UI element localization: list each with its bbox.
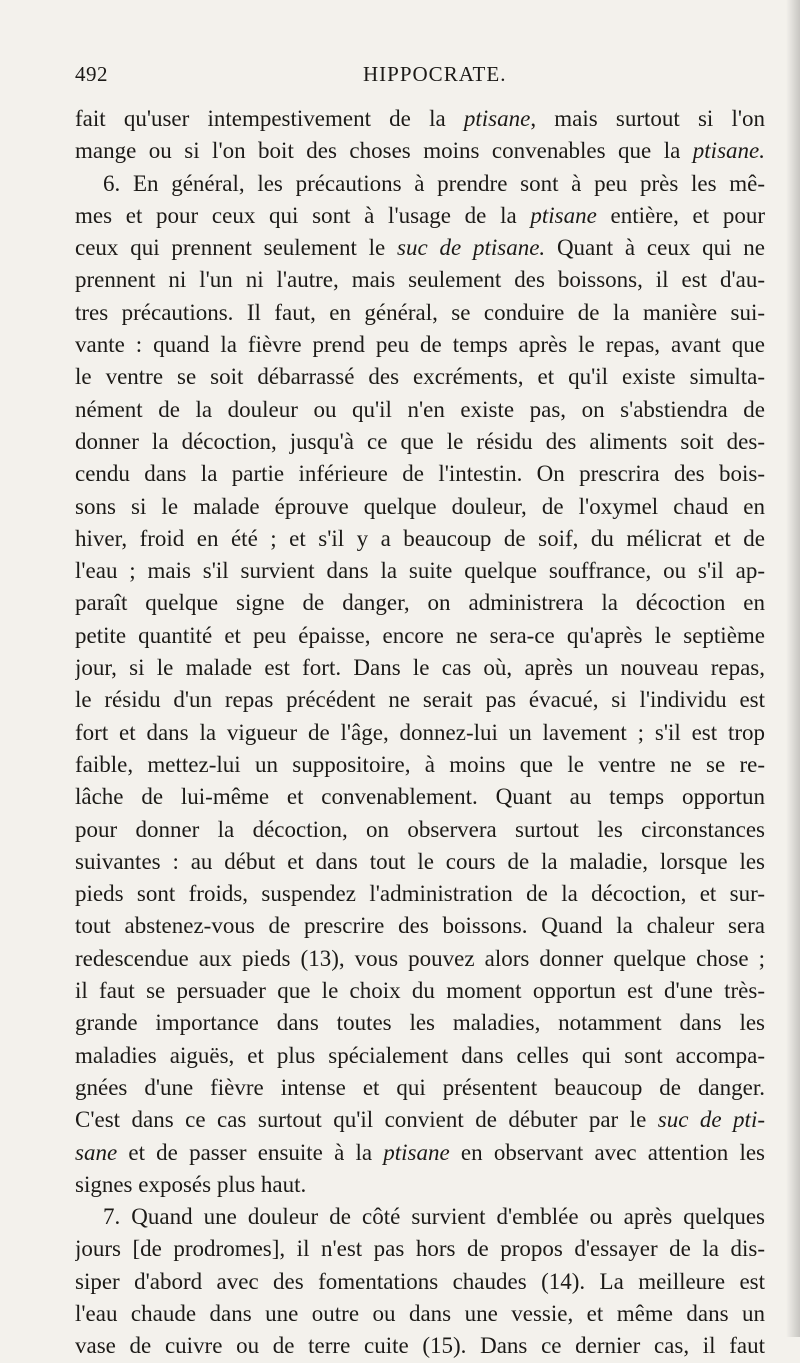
text-segment: ceux qui prennent seulement le — [75, 235, 398, 261]
text-segment: , mais surtout si l'on — [530, 106, 765, 131]
text-segment: mes et pour ceux qui sont à l'usage de la — [75, 202, 531, 228]
text-segment: suivantes : au début et dans tout le cours de la maladie, lorsque les — [75, 848, 765, 874]
text-line — [75, 910, 765, 942]
text-line — [75, 943, 765, 975]
text-line — [75, 749, 765, 781]
page-header — [75, 62, 765, 96]
page-edge-shadow — [786, 0, 800, 1337]
text-segment: et de passer ensuite à la — [117, 1139, 384, 1165]
text-segment: en observant avec attention les — [449, 1139, 765, 1165]
text-line — [75, 781, 765, 813]
text-segment: gnées d'une fièvre intense et qui présentent beaucoup de danger. — [75, 1074, 765, 1100]
text-line — [75, 1266, 765, 1298]
text-line — [75, 135, 765, 167]
body-text — [75, 103, 765, 1363]
text-segment: C'est dans ce cas surtout qu'il convient de débuter par le — [75, 1107, 658, 1133]
italic-term: suc de ptisane. — [397, 235, 546, 261]
text-segment: le résidu d'un repas précédent ne serait pas évacué, si l'individu est — [75, 687, 765, 713]
text-line — [75, 168, 765, 200]
text-line — [75, 1169, 765, 1201]
italic-term: suc de pti- — [657, 1107, 765, 1133]
text-segment: entière, et pour — [596, 202, 765, 228]
text-segment: redescendue aux pieds (13), vous pouvez alors donner quelque chose ; — [75, 945, 765, 971]
text-line — [75, 1330, 765, 1362]
text-line — [75, 878, 765, 910]
text-segment: tout abstenez-vous de prescrire des boissons. Quand la chaleur sera — [75, 913, 765, 939]
text-segment: siper d'abord avec des fomentations chaudes (14). La meilleure est — [75, 1268, 765, 1294]
text-line — [75, 1201, 765, 1233]
running-title: HIPPOCRATE. — [363, 62, 507, 86]
text-line — [75, 394, 765, 426]
text-line — [75, 1137, 765, 1169]
text-line — [75, 717, 765, 749]
text-segment: jours [de prodromes], il n'est pas hors de propos d'essayer de la dis- — [75, 1236, 765, 1262]
text-line — [75, 491, 765, 523]
text-line — [75, 297, 765, 329]
text-segment: paraît quelque signe de danger, on administrera la décoction en — [75, 590, 765, 616]
italic-term: ptisane — [530, 202, 597, 228]
text-segment: fait qu'user intempestivement de la — [75, 106, 464, 131]
text-segment: fort et dans la vigueur de l'âge, donnez-lui un lavement ; s'il est trop — [75, 719, 765, 745]
text-segment: le ventre se soit débarrassé des excréments, et qu'il existe simulta- — [75, 364, 765, 390]
text-segment: pour donner la décoction, on observera surtout les circonstances — [75, 816, 765, 842]
text-segment: vante : quand la fièvre prend peu de temps après le repas, avant que — [75, 332, 765, 358]
text-segment: hiver, froid en été ; et s'il y a beaucoup de soif, du mélicrat et de — [75, 525, 765, 551]
text-line — [75, 361, 765, 393]
text-segment: Quant à ceux qui ne — [545, 235, 765, 261]
text-segment: jour, si le malade est fort. Dans le cas où, après un nouveau repas, — [75, 655, 765, 681]
text-line — [75, 555, 765, 587]
text-line — [75, 103, 765, 135]
text-line — [75, 264, 765, 296]
text-line — [75, 587, 765, 619]
text-segment: faible, mettez-lui un suppositoire, à moins que le ventre ne se re- — [75, 751, 765, 777]
text-segment: petite quantité et peu épaisse, encore ne sera-ce qu'après le septième — [75, 622, 765, 648]
text-line — [75, 1233, 765, 1265]
italic-term: ptisane. — [692, 138, 765, 164]
text-segment: lâche de lui-même et convenablement. Quant au temps opportun — [75, 784, 765, 810]
text-line — [75, 458, 765, 490]
italic-term: ptisane — [383, 1139, 450, 1165]
text-segment: donner la décoction, jusqu'à ce que le résidu des aliments soit des- — [75, 428, 765, 454]
text-segment: cendu dans la partie inférieure de l'intestin. On prescrira des bois- — [75, 461, 765, 487]
text-segment: 6. En général, les précautions à prendre sont à peu près les mê- — [103, 170, 765, 196]
text-segment: pieds sont froids, suspendez l'administration de la décoction, et sur- — [75, 881, 765, 907]
text-line — [75, 1104, 765, 1136]
text-segment: l'eau chaude dans une outre ou dans une vessie, et même dans un — [75, 1300, 765, 1326]
text-line — [75, 684, 765, 716]
text-line — [75, 846, 765, 878]
text-segment: nément de la douleur ou qu'il n'en existe pas, on s'abstiendra de — [75, 396, 765, 422]
text-line — [75, 329, 765, 361]
italic-term: sane — [75, 1139, 118, 1165]
text-segment: 7. Quand une douleur de côté survient d'emblée ou après quelques — [103, 1204, 765, 1230]
text-line — [75, 1298, 765, 1330]
text-segment: vase de cuivre ou de terre cuite (15). Dans ce dernier cas, il faut — [75, 1333, 765, 1359]
text-segment: mange ou si l'on boit des choses moins convenables que la — [75, 138, 693, 164]
text-line — [75, 200, 765, 232]
text-line — [75, 1072, 765, 1104]
text-segment: grande importance dans toutes les maladies, notamment dans les — [75, 1010, 765, 1036]
text-segment: signes exposés plus haut. — [75, 1171, 307, 1197]
text-segment: l'eau ; mais s'il survient dans la suite quelque souffrance, ou s'il ap- — [75, 558, 765, 584]
text-line — [75, 652, 765, 684]
text-line — [75, 426, 765, 458]
text-line — [75, 620, 765, 652]
italic-term: ptisane — [463, 106, 531, 131]
text-segment: tres précautions. Il faut, en général, se conduire de la manière sui- — [75, 299, 765, 325]
text-segment: il faut se persuader que le choix du moment opportun est d'une très- — [75, 978, 765, 1004]
text-line — [75, 1007, 765, 1039]
text-segment: sons si le malade éprouve quelque douleur, de l'oxymel chaud en — [75, 493, 765, 519]
text-line — [75, 232, 765, 264]
text-line — [75, 523, 765, 555]
page-number: 492 — [75, 62, 108, 86]
text-line — [75, 1040, 765, 1072]
text-line — [75, 814, 765, 846]
text-line — [75, 975, 765, 1007]
text-segment: prennent ni l'un ni l'autre, mais seulement des boissons, il est d'au- — [75, 267, 765, 293]
text-segment: maladies aiguës, et plus spécialement dans celles qui sont accompa- — [75, 1042, 765, 1068]
